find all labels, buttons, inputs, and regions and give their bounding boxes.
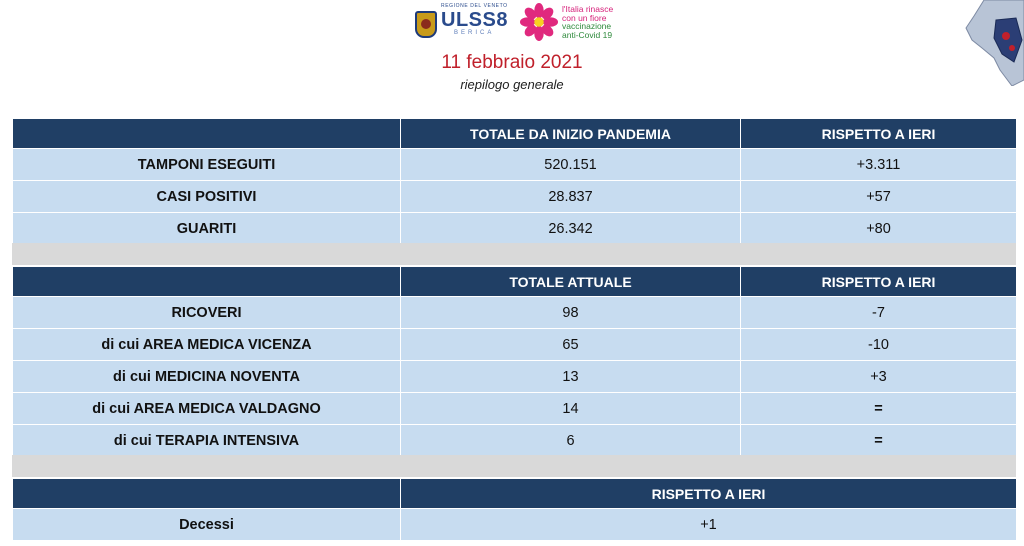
table-row — [13, 393, 1017, 425]
table-row — [13, 297, 1017, 329]
region-label: REGIONE DEL VENETO — [441, 3, 508, 9]
table-deaths — [12, 478, 1017, 541]
row-delta: +1 — [401, 509, 1017, 541]
berica-logo-text: BERICA — [454, 30, 495, 36]
row-total: 65 — [401, 329, 741, 361]
row-label: di cui TERAPIA INTENSIVA — [13, 425, 401, 457]
table-header — [13, 479, 1017, 509]
column-header-total: TOTALE DA INIZIO PANDEMIA — [401, 119, 741, 149]
table-header — [13, 119, 1017, 149]
row-total: 14 — [401, 393, 741, 425]
table-row — [13, 181, 1017, 213]
header-blank-cell — [13, 119, 401, 149]
row-delta: +80 — [741, 213, 1017, 245]
table-row — [13, 213, 1017, 245]
row-label: TAMPONI ESEGUITI — [13, 149, 401, 181]
column-header-delta: RISPETTO A IERI — [741, 119, 1017, 149]
row-label: di cui AREA MEDICA VICENZA — [13, 329, 401, 361]
row-delta: +3.311 — [741, 149, 1017, 181]
row-total: 28.837 — [401, 181, 741, 213]
table-row — [13, 149, 1017, 181]
ulss-logo-text: ULSS8 — [441, 9, 508, 31]
row-label: CASI POSITIVI — [13, 181, 401, 213]
row-label: di cui AREA MEDICA VALDAGNO — [13, 393, 401, 425]
row-total: 26.342 — [401, 213, 741, 245]
row-total: 13 — [401, 361, 741, 393]
campaign-line-4: anti-Covid 19 — [562, 29, 613, 40]
column-header-total: TOTALE ATTUALE — [401, 267, 741, 297]
campaign-text — [562, 5, 613, 39]
table-row — [13, 425, 1017, 457]
page-title: 11 febbraio 2021 — [441, 52, 583, 73]
campaign-line-3: vaccinazione — [562, 21, 612, 31]
row-total: 98 — [401, 297, 741, 329]
row-total: 6 — [401, 425, 741, 457]
column-header-delta: RISPETTO A IERI — [401, 479, 1017, 509]
table-current-totals — [12, 266, 1017, 457]
header-blank-cell — [13, 267, 401, 297]
row-label: di cui MEDICINA NOVENTA — [13, 361, 401, 393]
campaign-line-1: l'Italia rinasce — [562, 4, 614, 14]
table-row — [13, 361, 1017, 393]
column-header-delta: RISPETTO A IERI — [741, 267, 1017, 297]
row-delta: = — [741, 393, 1017, 425]
section-divider — [12, 243, 1016, 265]
veneto-crest-icon — [415, 11, 437, 38]
row-delta: +3 — [741, 361, 1017, 393]
row-total: 520.151 — [401, 149, 741, 181]
row-delta: = — [741, 425, 1017, 457]
row-delta: -10 — [741, 329, 1017, 361]
row-label: GUARITI — [13, 213, 401, 245]
flower-icon — [520, 3, 558, 41]
page-subtitle: riepilogo generale — [460, 77, 564, 92]
table-row — [13, 509, 1017, 541]
row-label: Decessi — [13, 509, 401, 541]
row-delta: +57 — [741, 181, 1017, 213]
row-label: RICOVERI — [13, 297, 401, 329]
row-delta: -7 — [741, 297, 1017, 329]
table-row — [13, 329, 1017, 361]
table-header — [13, 267, 1017, 297]
table-pandemic-totals — [12, 118, 1017, 245]
campaign-line-2: con un fiore — [562, 12, 607, 23]
section-divider — [12, 455, 1016, 477]
header-blank-cell — [13, 479, 401, 509]
